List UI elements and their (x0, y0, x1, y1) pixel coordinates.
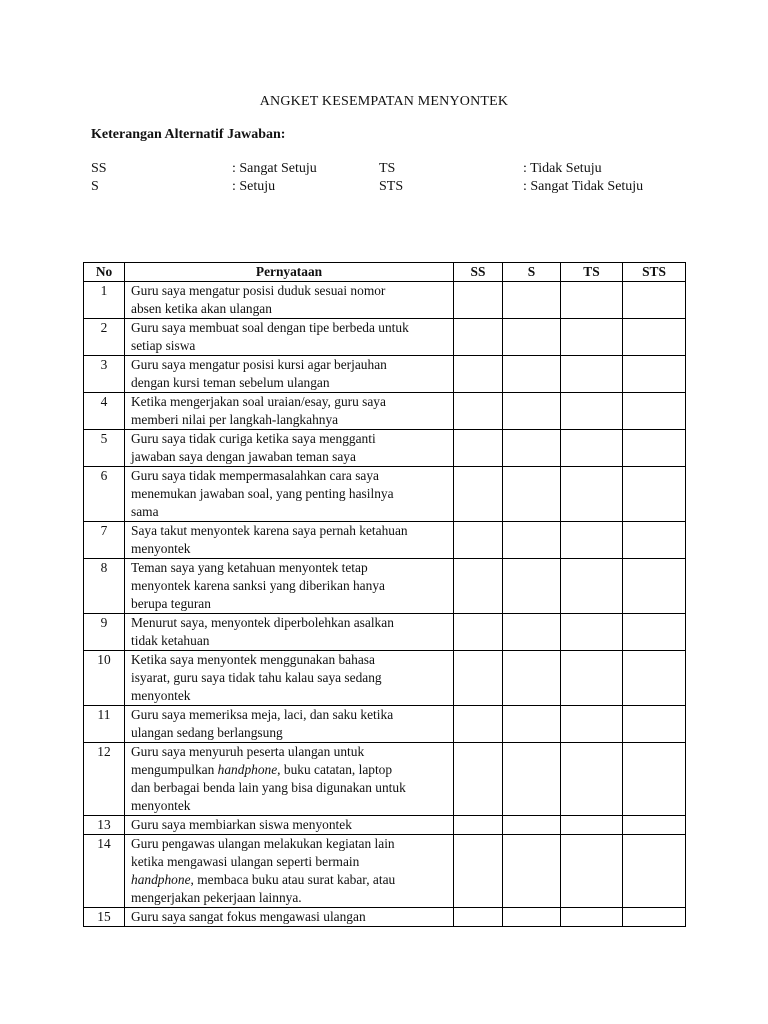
text-segment: , membaca buku atau surat kabar, atau (190, 872, 396, 887)
statement-line: menemukan jawaban soal, yang penting hasilnya (131, 486, 394, 501)
table-row (84, 356, 686, 393)
answer-cell-ss[interactable] (454, 743, 503, 816)
header-ss: SS (454, 263, 503, 282)
statement-text (125, 282, 454, 319)
row-number: 2 (84, 319, 125, 356)
statement-line: tidak ketahuan (131, 633, 210, 648)
statement-line: Guru saya membuat soal dengan tipe berbeda untuk (131, 320, 409, 335)
legend-row (0, 179, 768, 197)
table-body (84, 282, 686, 927)
statement-line: dengan kursi teman sebelum ulangan (131, 375, 330, 390)
answer-cell-sts[interactable] (623, 522, 686, 559)
row-number: 4 (84, 393, 125, 430)
answer-cell-ts[interactable] (561, 743, 623, 816)
answer-cell-ss[interactable] (454, 430, 503, 467)
answer-cell-sts[interactable] (623, 467, 686, 522)
answer-cell-ts[interactable] (561, 430, 623, 467)
statement-line: isyarat, guru saya tidak tahu kalau saya sedang (131, 670, 382, 685)
statement-text (125, 393, 454, 430)
statement-line: Guru saya menyuruh peserta ulangan untuk (131, 744, 365, 759)
row-number: 15 (84, 908, 125, 927)
legend-description: : Sangat Setuju (232, 161, 317, 176)
statement-line: Guru saya mengatur posisi duduk sesuai nomor (131, 283, 386, 298)
answer-cell-s[interactable] (503, 282, 561, 319)
legend-code: STS (379, 179, 404, 194)
statement-line: Guru saya tidak mempermasalahkan cara saya (131, 468, 379, 483)
table-row (84, 835, 686, 908)
table-row (84, 614, 686, 651)
statement-line: menyontek karena sanksi yang diberikan hanya (131, 578, 385, 593)
header-no: No (84, 263, 125, 282)
text-segment: , buku catatan, laptop (277, 762, 393, 777)
answer-cell-ts[interactable] (561, 282, 623, 319)
answer-cell-ss[interactable] (454, 319, 503, 356)
table-row (84, 319, 686, 356)
statement-text (125, 706, 454, 743)
statement-line: setiap siswa (131, 338, 196, 353)
legend-code: SS (91, 161, 107, 176)
statement-line: Ketika saya menyontek menggunakan bahasa (131, 652, 375, 667)
answer-cell-ss[interactable] (454, 614, 503, 651)
row-number: 5 (84, 430, 125, 467)
row-number: 6 (84, 467, 125, 522)
answer-cell-ts[interactable] (561, 816, 623, 835)
legend-heading: Keterangan Alternatif Jawaban: (91, 127, 286, 142)
statement-line: sama (131, 504, 159, 519)
statement-line: menyontek (131, 798, 191, 813)
answer-cell-ts[interactable] (561, 614, 623, 651)
answer-cell-sts[interactable] (623, 356, 686, 393)
answer-cell-sts[interactable] (623, 319, 686, 356)
statement-line: Menurut saya, menyontek diperbolehkan asalkan (131, 615, 394, 630)
answer-cell-s[interactable] (503, 356, 561, 393)
text-segment: mengumpulkan (131, 762, 218, 777)
statement-line: Guru saya tidak curiga ketika saya mengganti (131, 431, 376, 446)
statement-text (125, 319, 454, 356)
legend-description: : Setuju (232, 179, 276, 194)
statement-line: Ketika mengerjakan soal uraian/esay, guru saya (131, 394, 386, 409)
answer-cell-s[interactable] (503, 319, 561, 356)
header-statement: Pernyataan (125, 263, 454, 282)
answer-cell-ss[interactable] (454, 522, 503, 559)
statement-line: Guru pengawas ulangan melakukan kegiatan lain (131, 836, 395, 851)
statement-line: Guru saya sangat fokus mengawasi ulangan (131, 909, 366, 924)
legend-description: : Sangat Tidak Setuju (523, 179, 644, 194)
statement-line: Guru saya mengatur posisi kursi agar berjauhan (131, 357, 387, 372)
row-number: 9 (84, 614, 125, 651)
legend-description: : Tidak Setuju (523, 161, 602, 176)
answer-cell-sts[interactable] (623, 559, 686, 614)
answer-cell-ts[interactable] (561, 356, 623, 393)
answer-cell-ss[interactable] (454, 282, 503, 319)
row-number: 1 (84, 282, 125, 319)
statement-line: Guru saya memeriksa meja, laci, dan saku ketika (131, 707, 394, 722)
statement-text (125, 430, 454, 467)
table-row (84, 908, 686, 927)
answer-cell-ss[interactable] (454, 835, 503, 908)
answer-cell-ts[interactable] (561, 467, 623, 522)
answer-cell-s[interactable] (503, 614, 561, 651)
answer-cell-s[interactable] (503, 743, 561, 816)
table-row (84, 393, 686, 430)
answer-cell-sts[interactable] (623, 651, 686, 706)
row-number: 7 (84, 522, 125, 559)
answer-cell-ts[interactable] (561, 393, 623, 430)
statement-text (125, 467, 454, 522)
answer-cell-ss[interactable] (454, 559, 503, 614)
answer-cell-s[interactable] (503, 467, 561, 522)
answer-cell-ts[interactable] (561, 835, 623, 908)
answer-cell-ts[interactable] (561, 522, 623, 559)
header-ts: TS (561, 263, 623, 282)
questionnaire-table (83, 262, 686, 927)
statement-line: menyontek (131, 688, 191, 703)
statement-line: Saya takut menyontek karena saya pernah ketahuan (131, 523, 408, 538)
document-title: ANGKET KESEMPATAN MENYONTEK (259, 94, 509, 109)
answer-cell-s[interactable] (503, 835, 561, 908)
statement-text (125, 614, 454, 651)
answer-cell-ts[interactable] (561, 908, 623, 927)
answer-cell-ts[interactable] (561, 651, 623, 706)
table-row (84, 559, 686, 614)
answer-cell-s[interactable] (503, 522, 561, 559)
table-row (84, 816, 686, 835)
answer-cell-ss[interactable] (454, 651, 503, 706)
answer-cell-ss[interactable] (454, 706, 503, 743)
statement-text (125, 356, 454, 393)
answer-cell-s[interactable] (503, 651, 561, 706)
statement-line: memberi nilai per langkah-langkahnya (131, 412, 339, 427)
statement-text (125, 835, 454, 908)
answer-cell-ss[interactable] (454, 816, 503, 835)
statement-line: Teman saya yang ketahuan menyontek tetap (131, 560, 368, 575)
statement-line (131, 761, 449, 779)
table-row (84, 706, 686, 743)
answer-cell-ss[interactable] (454, 356, 503, 393)
answer-cell-sts[interactable] (623, 706, 686, 743)
answer-cell-sts[interactable] (623, 430, 686, 467)
row-number: 8 (84, 559, 125, 614)
statement-text (125, 522, 454, 559)
statement-text (125, 743, 454, 816)
statement-text (125, 559, 454, 614)
row-number: 11 (84, 706, 125, 743)
legend-code: TS (379, 161, 396, 176)
table-row (84, 743, 686, 816)
statement-line: ketika mengawasi ulangan seperti bermain (131, 854, 360, 869)
answer-cell-s[interactable] (503, 430, 561, 467)
answer-cell-s[interactable] (503, 559, 561, 614)
statement-line: ulangan sedang berlangsung (131, 725, 283, 740)
answer-cell-sts[interactable] (623, 743, 686, 816)
answer-cell-ts[interactable] (561, 319, 623, 356)
table-row (84, 430, 686, 467)
row-number: 12 (84, 743, 125, 816)
answer-cell-ss[interactable] (454, 908, 503, 927)
table-row (84, 467, 686, 522)
answer-cell-s[interactable] (503, 816, 561, 835)
answer-cell-s[interactable] (503, 706, 561, 743)
row-number: 13 (84, 816, 125, 835)
answer-cell-ss[interactable] (454, 467, 503, 522)
statement-line: absen ketika akan ulangan (131, 301, 272, 316)
statement-line: mengerjakan pekerjaan lainnya. (131, 890, 302, 905)
statement-text (125, 908, 454, 927)
answer-cell-sts[interactable] (623, 282, 686, 319)
answer-cell-s[interactable] (503, 908, 561, 927)
answer-cell-sts[interactable] (623, 393, 686, 430)
header-s: S (503, 263, 561, 282)
row-number: 14 (84, 835, 125, 908)
statement-text (125, 816, 454, 835)
statement-line (131, 871, 449, 889)
statement-line: berupa teguran (131, 596, 211, 611)
answer-cell-s[interactable] (503, 393, 561, 430)
legend-code: S (91, 179, 99, 194)
italic-term: handphone (217, 762, 278, 777)
statement-line: menyontek (131, 541, 191, 556)
statement-text (125, 651, 454, 706)
answer-cell-sts[interactable] (623, 835, 686, 908)
table-row (84, 522, 686, 559)
italic-term: handphone (131, 872, 191, 887)
table-row (84, 651, 686, 706)
answer-cell-sts[interactable] (623, 614, 686, 651)
table-header-row (84, 263, 686, 282)
header-sts: STS (623, 263, 686, 282)
statement-line: dan berbagai benda lain yang bisa digunakan untuk (131, 780, 406, 795)
answer-cell-sts[interactable] (623, 816, 686, 835)
table-row (84, 282, 686, 319)
answer-cell-ts[interactable] (561, 559, 623, 614)
answer-cell-sts[interactable] (623, 908, 686, 927)
row-number: 10 (84, 651, 125, 706)
statement-line: Guru saya membiarkan siswa menyontek (131, 817, 352, 832)
answer-cell-ss[interactable] (454, 393, 503, 430)
answer-cell-ts[interactable] (561, 706, 623, 743)
statement-line: jawaban saya dengan jawaban teman saya (131, 449, 356, 464)
row-number: 3 (84, 356, 125, 393)
legend-row (0, 161, 768, 179)
